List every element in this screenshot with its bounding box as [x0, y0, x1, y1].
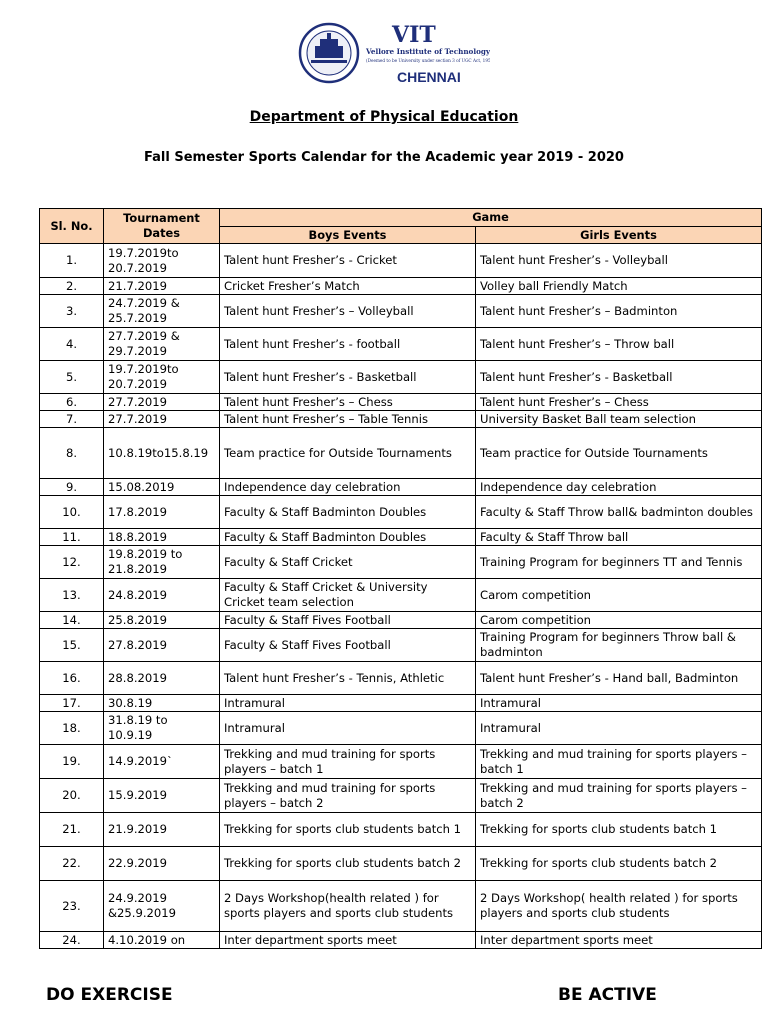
cell-sl-no: 4.	[40, 328, 104, 361]
cell-date: 21.9.2019	[104, 813, 220, 847]
cell-boys-event: Talent hunt Fresher’s - Basketball	[220, 361, 476, 394]
cell-date: 19.7.2019to 20.7.2019	[104, 361, 220, 394]
cell-sl-no: 16.	[40, 662, 104, 695]
logo-subtitle: Vellore Institute of Technology	[366, 47, 490, 56]
table-row	[40, 813, 762, 847]
cell-girls-event: Talent hunt Fresher’s - Hand ball, Badminton	[476, 662, 762, 695]
cell-date: 28.8.2019	[104, 662, 220, 695]
cell-girls-event: 2 Days Workshop( health related ) for sports players and sports club students	[476, 881, 762, 932]
cell-sl-no: 17.	[40, 695, 104, 712]
cell-boys-event: Independence day celebration	[220, 479, 476, 496]
cell-date: 17.8.2019	[104, 496, 220, 529]
cell-boys-event: Trekking and mud training for sports players – batch 2	[220, 779, 476, 813]
table-row	[40, 745, 762, 779]
header-girls-events: Girls Events	[476, 227, 762, 244]
table-row	[40, 779, 762, 813]
cell-sl-no: 2.	[40, 278, 104, 295]
cell-sl-no: 3.	[40, 295, 104, 328]
table-body	[40, 244, 762, 949]
cell-date: 19.8.2019 to 21.8.2019	[104, 546, 220, 579]
header-sl-no: Sl. No.	[40, 209, 104, 244]
vit-logo	[296, 20, 490, 92]
cell-boys-event: Trekking for sports club students batch 1	[220, 813, 476, 847]
cell-date: 25.8.2019	[104, 612, 220, 629]
table-row	[40, 278, 762, 295]
cell-date: 10.8.19to15.8.19	[104, 428, 220, 479]
cell-date: 15.08.2019	[104, 479, 220, 496]
cell-boys-event: 2 Days Workshop(health related ) for sports players and sports club students	[220, 881, 476, 932]
cell-sl-no: 10.	[40, 496, 104, 529]
cell-sl-no: 15.	[40, 629, 104, 662]
cell-girls-event: Faculty & Staff Throw ball& badminton doubles	[476, 496, 762, 529]
cell-girls-event: Team practice for Outside Tournaments	[476, 428, 762, 479]
cell-girls-event: Trekking and mud training for sports players – batch 1	[476, 745, 762, 779]
cell-boys-event: Talent hunt Fresher’s – Chess	[220, 394, 476, 411]
cell-girls-event: Volley ball Friendly Match	[476, 278, 762, 295]
logo-vit-text: VIT	[392, 22, 436, 48]
cell-boys-event: Cricket Fresher’s Match	[220, 278, 476, 295]
cell-date: 30.8.19	[104, 695, 220, 712]
cell-girls-event: Talent hunt Fresher’s - Volleyball	[476, 244, 762, 278]
header-tournament-dates	[104, 209, 220, 244]
cell-boys-event: Talent hunt Fresher’s – Volleyball	[220, 295, 476, 328]
cell-date: 24.7.2019 & 25.7.2019	[104, 295, 220, 328]
table-row	[40, 411, 762, 428]
cell-boys-event: Faculty & Staff Fives Football	[220, 629, 476, 662]
table-row	[40, 612, 762, 629]
logo-tagline: (Deemed to be University under section 3 of UGC Act, 1956)	[366, 58, 490, 63]
table-row	[40, 295, 762, 328]
cell-date: 27.8.2019	[104, 629, 220, 662]
header-dates-line1: Tournament	[123, 211, 200, 225]
cell-boys-event: Intramural	[220, 695, 476, 712]
cell-girls-event: Intramural	[476, 712, 762, 745]
cell-date: 15.9.2019	[104, 779, 220, 813]
cell-date: 24.8.2019	[104, 579, 220, 612]
cell-girls-event: Talent hunt Fresher’s – Throw ball	[476, 328, 762, 361]
cell-sl-no: 20.	[40, 779, 104, 813]
cell-boys-event: Faculty & Staff Fives Football	[220, 612, 476, 629]
table-row	[40, 328, 762, 361]
footer-do-exercise: DO EXERCISE	[46, 985, 173, 1005]
logo-campus: CHENNAI	[397, 69, 461, 85]
table-row	[40, 712, 762, 745]
cell-sl-no: 14.	[40, 612, 104, 629]
cell-sl-no: 13.	[40, 579, 104, 612]
table-row	[40, 529, 762, 546]
cell-date: 27.7.2019	[104, 411, 220, 428]
cell-boys-event: Team practice for Outside Tournaments	[220, 428, 476, 479]
cell-boys-event: Faculty & Staff Badminton Doubles	[220, 529, 476, 546]
cell-boys-event: Talent hunt Fresher’s - Cricket	[220, 244, 476, 278]
cell-date: 18.8.2019	[104, 529, 220, 546]
cell-sl-no: 12.	[40, 546, 104, 579]
table-row	[40, 496, 762, 529]
cell-sl-no: 1.	[40, 244, 104, 278]
cell-date: 14.9.2019`	[104, 745, 220, 779]
table-row	[40, 579, 762, 612]
cell-girls-event: Intramural	[476, 695, 762, 712]
cell-girls-event: Independence day celebration	[476, 479, 762, 496]
cell-sl-no: 9.	[40, 479, 104, 496]
table-row	[40, 629, 762, 662]
cell-date: 19.7.2019to 20.7.2019	[104, 244, 220, 278]
table-row	[40, 695, 762, 712]
cell-sl-no: 5.	[40, 361, 104, 394]
cell-sl-no: 8.	[40, 428, 104, 479]
table-row	[40, 394, 762, 411]
cell-girls-event: Talent hunt Fresher’s – Badminton	[476, 295, 762, 328]
cell-date: 4.10.2019 on	[104, 932, 220, 949]
cell-boys-event: Trekking and mud training for sports players – batch 1	[220, 745, 476, 779]
cell-date: 24.9.2019 &25.9.2019	[104, 881, 220, 932]
cell-girls-event: Inter department sports meet	[476, 932, 762, 949]
cell-sl-no: 21.	[40, 813, 104, 847]
cell-girls-event: Faculty & Staff Throw ball	[476, 529, 762, 546]
sports-calendar-table	[39, 208, 762, 949]
cell-girls-event: Talent hunt Fresher’s – Chess	[476, 394, 762, 411]
table-row	[40, 244, 762, 278]
header-dates-line2: Dates	[142, 226, 181, 240]
cell-sl-no: 24.	[40, 932, 104, 949]
cell-girls-event: Training Program for beginners TT and Tennis	[476, 546, 762, 579]
cell-girls-event: University Basket Ball team selection	[476, 411, 762, 428]
header-boys-events: Boys Events	[220, 227, 476, 244]
cell-boys-event: Talent hunt Fresher’s - football	[220, 328, 476, 361]
table-header-row	[40, 209, 762, 227]
cell-sl-no: 11.	[40, 529, 104, 546]
table-row	[40, 881, 762, 932]
cell-girls-event: Carom competition	[476, 612, 762, 629]
table-row	[40, 479, 762, 496]
cell-sl-no: 6.	[40, 394, 104, 411]
cell-boys-event: Faculty & Staff Cricket	[220, 546, 476, 579]
cell-boys-event: Talent hunt Fresher’s - Tennis, Athletic	[220, 662, 476, 695]
vit-emblem-icon	[300, 24, 358, 82]
cell-boys-event: Inter department sports meet	[220, 932, 476, 949]
cell-girls-event: Carom competition	[476, 579, 762, 612]
table-row	[40, 932, 762, 949]
cell-date: 27.7.2019 & 29.7.2019	[104, 328, 220, 361]
cell-girls-event: Talent hunt Fresher’s - Basketball	[476, 361, 762, 394]
cell-girls-event: Training Program for beginners Throw ball & badminton	[476, 629, 762, 662]
cell-sl-no: 7.	[40, 411, 104, 428]
cell-date: 31.8.19 to 10.9.19	[104, 712, 220, 745]
department-title: Department of Physical Education	[249, 109, 519, 125]
header-game: Game	[220, 209, 762, 227]
cell-sl-no: 19.	[40, 745, 104, 779]
footer-be-active: BE ACTIVE	[558, 985, 657, 1005]
cell-sl-no: 22.	[40, 847, 104, 881]
cell-girls-event: Trekking for sports club students batch 2	[476, 847, 762, 881]
cell-boys-event: Talent hunt Fresher’s – Table Tennis	[220, 411, 476, 428]
cell-boys-event: Intramural	[220, 712, 476, 745]
cell-sl-no: 23.	[40, 881, 104, 932]
cell-boys-event: Faculty & Staff Cricket & University Cricket team selection	[220, 579, 476, 612]
table-row	[40, 361, 762, 394]
cell-girls-event: Trekking for sports club students batch 1	[476, 813, 762, 847]
calendar-subtitle: Fall Semester Sports Calendar for the Academic year 2019 - 2020	[144, 150, 624, 165]
table-row	[40, 428, 762, 479]
cell-date: 21.7.2019	[104, 278, 220, 295]
cell-date: 27.7.2019	[104, 394, 220, 411]
cell-boys-event: Faculty & Staff Badminton Doubles	[220, 496, 476, 529]
table-row	[40, 662, 762, 695]
cell-girls-event: Trekking and mud training for sports players – batch 2	[476, 779, 762, 813]
table-row	[40, 847, 762, 881]
table-row	[40, 546, 762, 579]
cell-date: 22.9.2019	[104, 847, 220, 881]
cell-boys-event: Trekking for sports club students batch 2	[220, 847, 476, 881]
cell-sl-no: 18.	[40, 712, 104, 745]
